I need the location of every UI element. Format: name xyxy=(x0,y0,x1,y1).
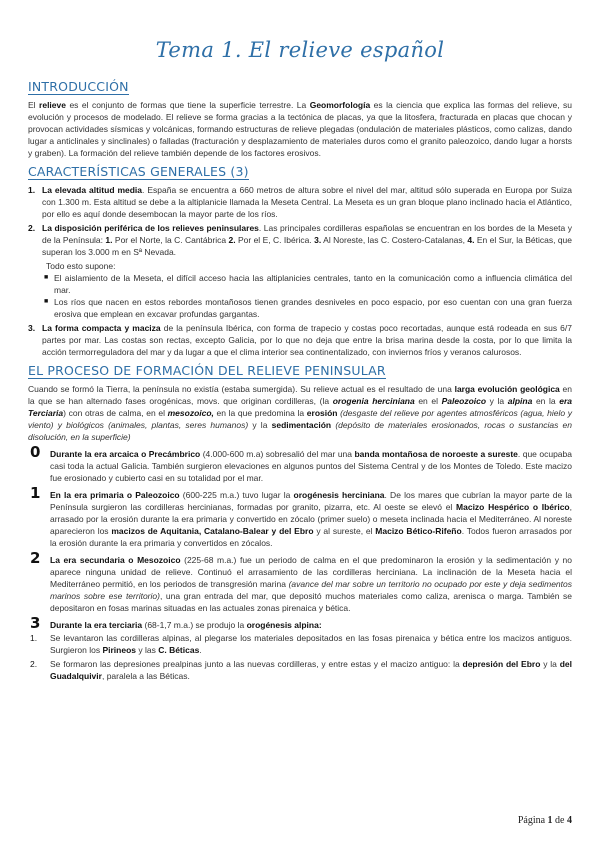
item-number: 1. xyxy=(30,633,38,643)
section-heading-proceso: EL PROCESO DE FORMACIÓN DEL RELIEVE PENINSULAR xyxy=(28,363,386,378)
bold-term: macizos de Aquitania, Catalano-Balear y del Ebro xyxy=(111,526,314,536)
text: Por el E, C. Ibérica. xyxy=(235,235,315,245)
era-item xyxy=(28,484,572,549)
era-item xyxy=(28,614,572,632)
list-number: 2. xyxy=(28,223,36,233)
process-paragraph xyxy=(28,383,572,443)
text: de la península Ibérica, con forma de trapecio y costas poco recortadas, aunque está rodeada en sus 6/7 partes por mar. Las costas son rectas, excepto Galicia, por lo que no deja que entre la brisa marina desde la costa, por lo que limita la acción termorreguladora del mar y da lugar a que el clima interior sea continentalizado, con inviernos fríos y veranos calurosos. xyxy=(42,323,572,357)
text: Cuando se formó la Tierra, la península no existía (estaba sumergida). Su relieve actual es el resultado de una xyxy=(28,384,455,394)
numbered-item xyxy=(28,658,572,682)
text: . Todos fueron arrasados por la erosión durante la era primaria y convertidos en zócalos. xyxy=(50,526,572,548)
bold-term: Macizo Hespérico o Ibérico xyxy=(456,502,570,512)
text: ) con otras de calma, en el xyxy=(63,408,168,418)
bullet-item xyxy=(28,272,572,296)
text: . De los mares que cubrían la mayor parte de la Península surgieron las cordilleras hercinianas, formadas por granito, pizarra, etc. Al oeste se elevó el xyxy=(50,490,572,512)
section-introduccion xyxy=(28,78,572,159)
list-item xyxy=(28,184,572,220)
list-number: 3. xyxy=(28,323,36,333)
text: en la que predomina la xyxy=(213,408,307,418)
bold-term: Pirineos xyxy=(102,645,136,655)
text: Se levantaron las cordilleras alpinas, al plegarse los materiales depositados en las fosas pirenaica y bética entre los macizos antiguos. Surgieron los xyxy=(50,633,572,655)
bold-term: depresión del Ebro xyxy=(462,659,541,669)
text: (4.000-600 m.a) sobresalió del mar una xyxy=(200,449,355,459)
text: (68-1,7 m.a.) se produjo la xyxy=(142,620,247,630)
text: y las xyxy=(136,645,159,655)
bold-term: banda montañosa de noroeste a sureste xyxy=(354,449,518,459)
document-title: Tema 1. El relieve español xyxy=(155,38,445,62)
bold-term: orogénesis alpina: xyxy=(246,620,322,630)
italic-text: (depósito de materiales erosionados, rocas o sustancias en disolución, en la superficie) xyxy=(28,420,572,442)
era-number: 1 xyxy=(30,484,41,502)
section-heading-introduccion: INTRODUCCIÓN xyxy=(28,79,129,94)
page-label: Página xyxy=(517,815,548,826)
bold-term: La forma compacta y maciza xyxy=(42,323,161,333)
page-footer xyxy=(518,815,572,826)
list-number: 1. xyxy=(28,185,36,195)
numbered-item xyxy=(28,632,572,656)
list-item xyxy=(28,322,572,358)
bold-term: sedimentación xyxy=(271,420,332,430)
page-total: 4 xyxy=(567,815,572,826)
bold-term: larga evolución geológica xyxy=(454,384,560,394)
era-number: 2 xyxy=(30,549,41,567)
bullet-square-icon: ■ xyxy=(44,298,49,305)
text: Se formaron las depresiones prealpinas junto a las nuevas cordilleras, y entre estas y el macizo antiguo: la xyxy=(50,659,463,669)
text: en la xyxy=(532,396,560,406)
inline-number: 1. xyxy=(105,235,113,245)
text: en la que se han alternado fases orogénicas, movs. que originan cordilleras, (la xyxy=(28,384,572,406)
bold-term: relieve xyxy=(39,100,66,110)
text: El aislamiento de la Meseta, el difícil acceso hacia las altiplanicies centrales, tanto en la comunicación como a influencia climática del mar. xyxy=(54,273,572,295)
text: y la xyxy=(486,396,508,406)
text: es el conjunto de formas que tiene la superficie terrestre. La xyxy=(65,100,310,110)
item-number: 2. xyxy=(30,659,38,669)
sub-intro: Todo esto supone: xyxy=(46,261,116,271)
bold-italic-term: orogenia herciniana xyxy=(332,396,415,406)
text: y la xyxy=(248,420,272,430)
inline-number: 3. xyxy=(314,235,322,245)
page-of: de xyxy=(552,815,567,826)
italic-text: (avance del mar sobre un territorio no ocupado por este y deja sedimentos marinos sobre ese territorio) xyxy=(50,579,572,601)
text: es la ciencia que explica las formas del relieve, su evolución y procesos de modelado. El relieve se forma gracias a la tectónica de placas, ya que la litosfera, fracturada en placas que chocan y provocan actividades sísmicas y volcánicas, formando estructuras de relieve plegadas (ondulación de materiales plásticos, como calizas, dando lugar a anticlinales y sinclinales) o falladas (fracturación y desplazamiento de materiales duros como el granito paleozoico, dando lugar a horsts y graben). La formación del relieve también depende de los factores erosivos. xyxy=(28,100,573,158)
bold-term: La elevada altitud media xyxy=(42,185,143,195)
era-item xyxy=(28,549,573,614)
bold-italic-term: era Terciaria xyxy=(28,396,573,418)
bullet-item xyxy=(28,296,572,320)
text: Por el Norte, la C. Cantábrica xyxy=(112,235,229,245)
inline-number: 4. xyxy=(467,235,475,245)
text: En el Sur, la Béticas, que superan los 3.000 m en Sª Nevada. xyxy=(42,235,573,257)
text: Los ríos que nacen en estos rebordes montañosos tienen grandes desniveles en poco espacio, por eso cuentan con una gran fuerza erosiva que emplean en excavar profundas gargantas. xyxy=(54,297,572,319)
text: (600-225 m.a.) tuvo lugar la xyxy=(179,490,294,500)
section-proceso xyxy=(28,362,572,682)
page-number: 1 xyxy=(547,815,553,826)
text: , una gran entrada del mar, que depositó muchos materiales como caliza, arenisca o marga. También se depositaron en fosas marinas situadas en las actuales zonas pirenaica y bética. xyxy=(50,591,572,613)
text: y la xyxy=(540,659,560,669)
bold-term: Durante la era terciaria xyxy=(50,620,143,630)
era-number: 3 xyxy=(30,614,41,632)
intro-paragraph xyxy=(28,99,572,159)
bold-term: erosión xyxy=(306,408,338,418)
text: y al sureste, el xyxy=(313,526,376,536)
bold-italic-term: Paleozoico xyxy=(441,396,487,406)
text: . que ocupaba casi toda la actual Galicia. También surgieron elevaciones en algunos puntos del Sistema Central y de los Montes de Toledo. Este macizo fue erosionado y cubierto casi en su totalidad por el mar. xyxy=(50,449,572,483)
section-heading-caracteristicas: CARACTERÍSTICAS GENERALES (3) xyxy=(28,164,249,179)
bold-term: del Guadalquivir xyxy=(50,659,572,681)
bold-term: Durante la era arcaica o Precámbrico xyxy=(50,449,201,459)
text: , arrasado por la erosión durante la era primaria y convertido en zócalo (primer suelo) o meseta inclinada hacia el Mediterráneo. Al noreste aparecieron los xyxy=(50,502,572,536)
text: en el xyxy=(414,396,442,406)
inline-number: 2. xyxy=(228,235,236,245)
era-item xyxy=(28,443,572,484)
bold-term: La era secundaria o Mesozoico xyxy=(50,555,181,565)
bold-term: En la era primaria o Paleozoico xyxy=(50,490,180,500)
text: Al Noreste, las C. Costero-Catalanas, xyxy=(321,235,468,245)
list-item xyxy=(28,222,572,258)
italic-text: (desgaste del relieve por agentes atmosféricos (agua, hielo y viento) y biológicos (animales, plantas, seres humanos) xyxy=(28,408,573,430)
bold-italic-term: alpina xyxy=(507,396,533,406)
bold-italic-term: mesozoico, xyxy=(167,408,214,418)
text: (225-68 m.a.) fue un periodo de calma en el que predominaron la erosión y la sedimentación y no aparece ninguna unidad de relieve. Continuó el arrasamiento de las cordilleras herciniana. La inclinación de la Meseta hacia el Mediterráneo permitió, en los periodos de transgresión marina xyxy=(50,555,573,589)
bold-term: La disposición periférica de los relieves peninsulares xyxy=(42,223,259,233)
bold-term: orogénesis herciniana xyxy=(293,490,385,500)
bullet-square-icon: ■ xyxy=(44,274,49,281)
text: . España se encuentra a 660 metros de altura sobre el nivel del mar, altitud sólo superada en Europa por Suiza con 1.300 m. Esta altitud se debe a la altiplanicie llamada la Meseta Central. La Meseta es un gran bloque plano inclinado hacia el Atlántico, por ello es aquí donde desembocan la mayor parte de los ríos. xyxy=(42,185,572,219)
text: . Las principales cordilleras españolas se encuentran en los bordes de la Meseta y de la Península: xyxy=(42,223,572,245)
era-number: 0 xyxy=(30,443,41,461)
bold-term: Macizo Bético-Rifeño xyxy=(375,526,462,536)
text: , paralela a las Béticas. xyxy=(101,671,190,681)
section-caracteristicas xyxy=(28,163,572,358)
bold-term: C. Béticas xyxy=(158,645,200,655)
text: El xyxy=(28,100,40,110)
text: . xyxy=(199,645,202,655)
bold-term: Geomorfología xyxy=(309,100,371,110)
